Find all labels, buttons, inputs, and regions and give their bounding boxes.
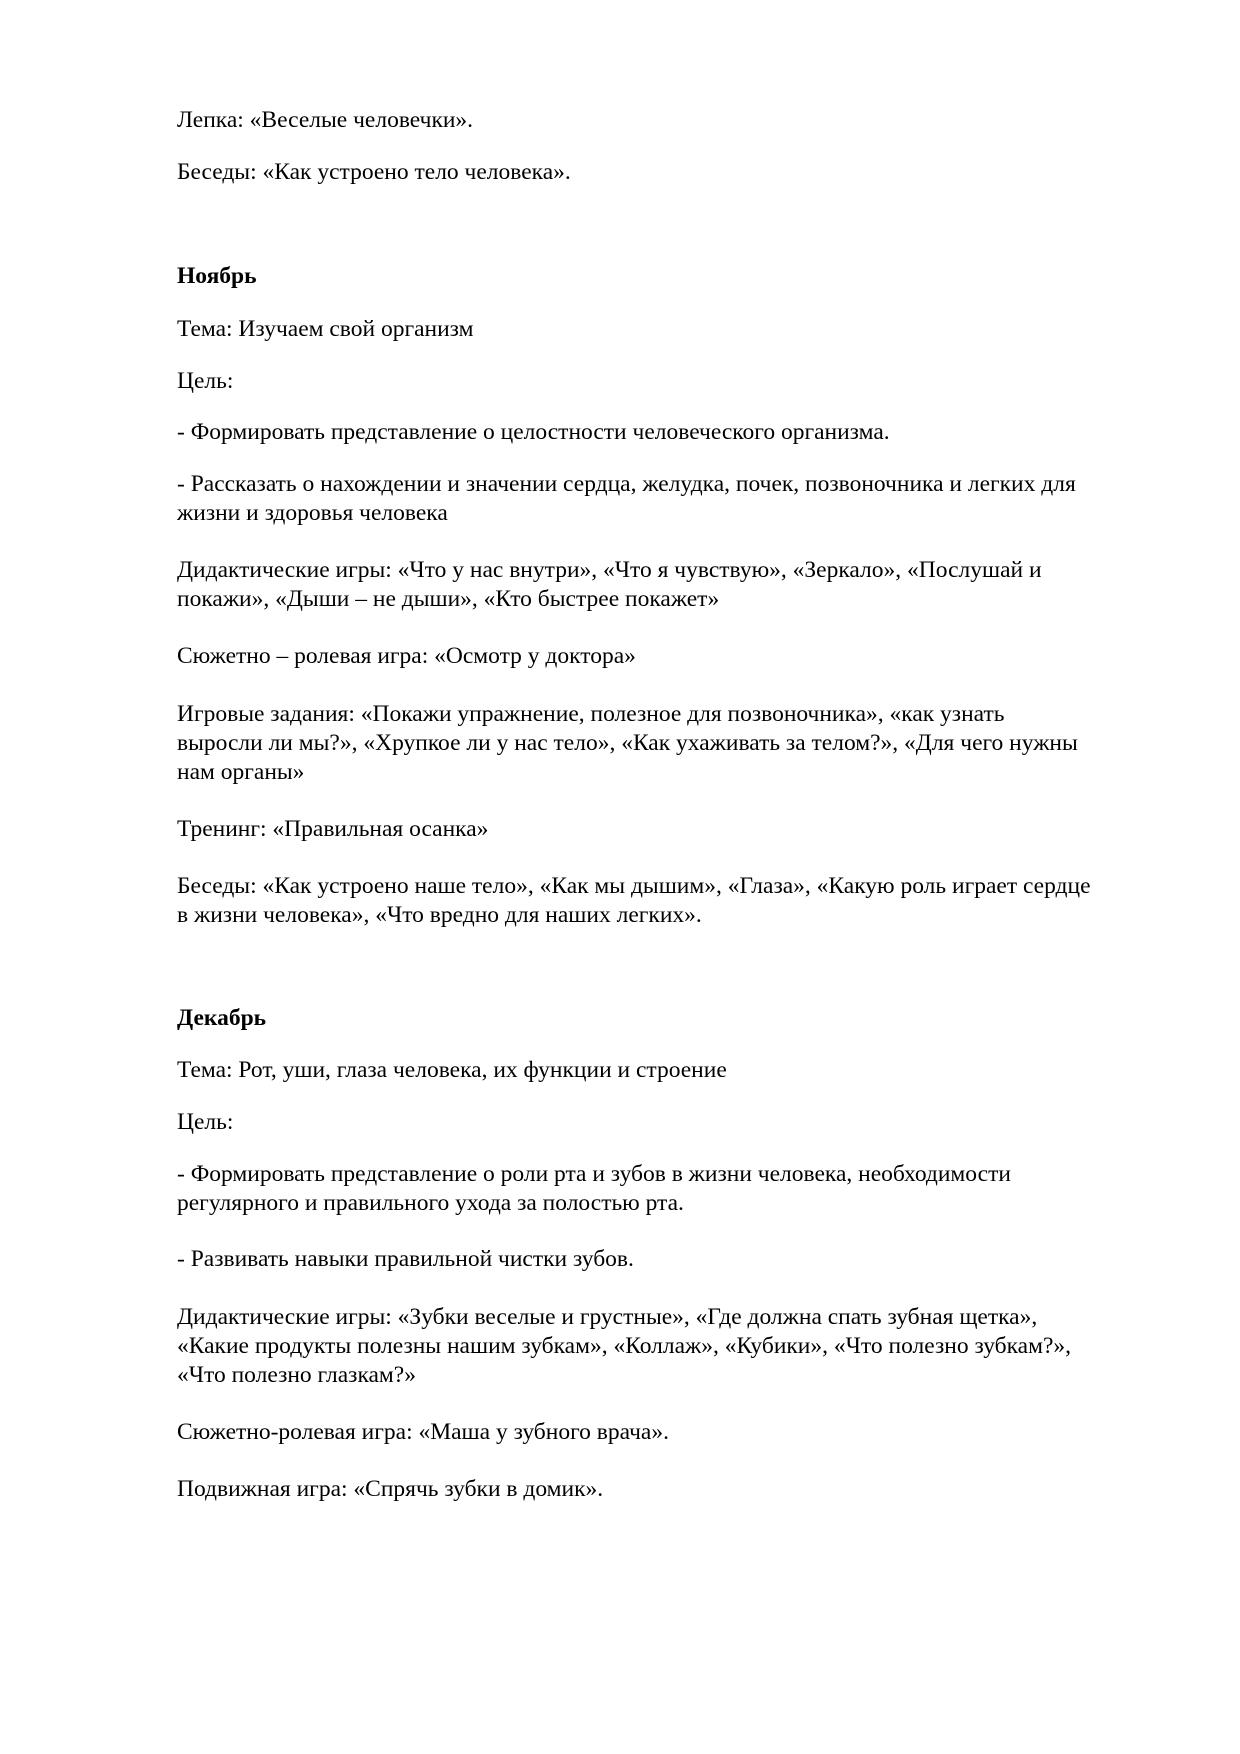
december-games-line-2: «Какие продукты полезны нашим зубкам», «Коллаж», «Кубики», «Что полезно зубкам?», [177,1333,1072,1359]
december-games-line-3: «Что полезно глазкам?» [177,1362,416,1388]
november-talks-line-2: в жизни человека», «Что вредно для наших легких». [177,902,702,928]
december-topic: Тема: Рот, уши, глаза человека, их функции и строение [177,1057,727,1083]
november-goal-1: - Формировать представление о целостности человеческого организма. [177,419,890,445]
november-tasks-line-3: нам органы» [177,759,305,785]
november-roleplay: Сюжетно – ролевая игра: «Осмотр у доктора» [177,643,636,669]
talks-line: Беседы: «Как устроено тело человека». [177,159,571,185]
november-goal-2-line-2: жизни и здоровья человека [177,500,448,526]
november-tasks-line-1: Игровые задания: «Покажи упражнение, полезное для позвоночника», «как узнать [177,701,1005,727]
december-goal-label: Цель: [177,1109,234,1135]
november-training: Тренинг: «Правильная осанка» [177,816,489,842]
november-games-line-1: Дидактические игры: «Что у нас внутри», «Что я чувствую», «Зеркало», «Послушай и [177,557,1042,583]
december-goal-1-line-2: регулярного и правильного ухода за полостью рта. [177,1190,684,1216]
december-games-line-1: Дидактические игры: «Зубки веселые и грустные», «Где должна спать зубная щетка», [177,1304,1038,1330]
november-heading: Ноябрь [177,263,257,289]
december-goal-2: - Развивать навыки правильной чистки зубов. [177,1246,634,1272]
modeling-line: Лепка: «Веселые человечки». [177,107,474,133]
december-roleplay: Сюжетно-ролевая игра: «Маша у зубного врача». [177,1419,669,1445]
november-goal-2-line-1: - Рассказать о нахождении и значении сердца, желудка, почек, позвоночника и легких для [177,471,1076,497]
december-heading: Декабрь [177,1005,267,1031]
november-goal-label: Цель: [177,368,234,394]
november-talks-line-1: Беседы: «Как устроено наше тело», «Как мы дышим», «Глаза», «Какую роль играет сердце [177,873,1091,899]
december-goal-1-line-1: - Формировать представление о роли рта и зубов в жизни человека, необходимости [177,1161,1011,1187]
december-outdoor-game: Подвижная игра: «Спрячь зубки в домик». [177,1476,604,1502]
november-tasks-line-2: выросли ли мы?», «Хрупкое ли у нас тело», «Как ухаживать за телом?», «Для чего нужны [177,730,1078,756]
november-games-line-2: покажи», «Дыши – не дыши», «Кто быстрее покажет» [177,586,720,612]
november-topic: Тема: Изучаем свой организм [177,316,474,342]
